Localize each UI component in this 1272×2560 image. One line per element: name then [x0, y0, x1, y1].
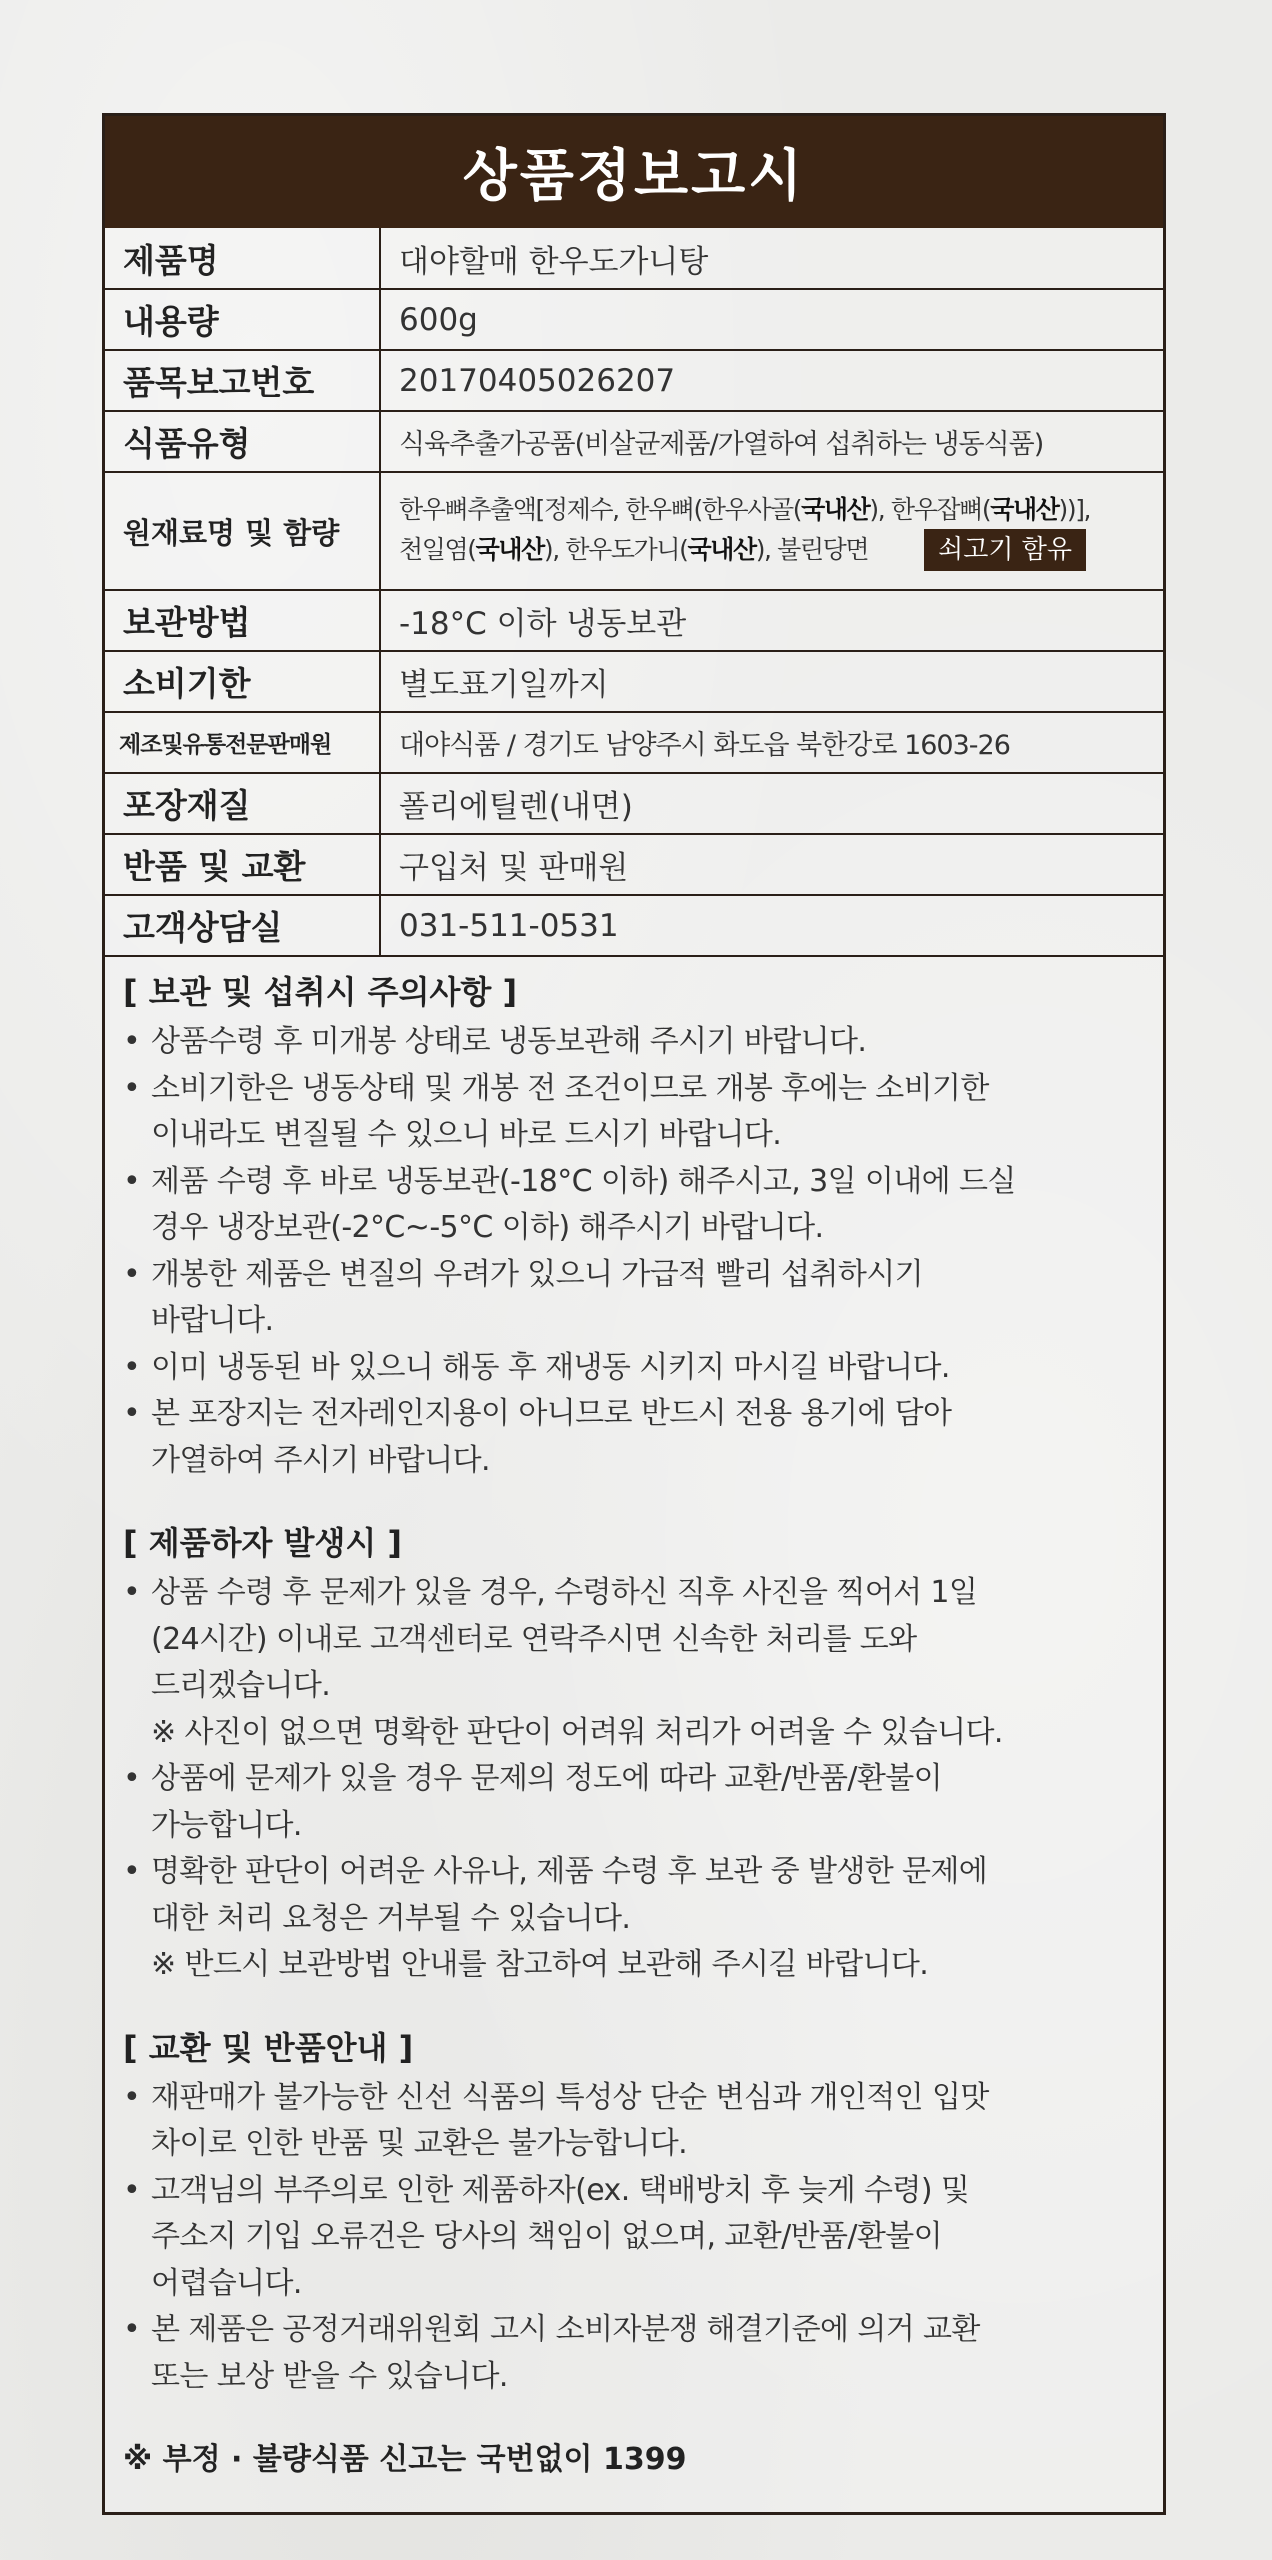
bullet-item: • 재판매가 불가능한 신선 식품의 특성상 단순 변심과 개인적인 입맛 차이로 인한 반품 및 교환은 불가능합니다.: [123, 2079, 989, 2161]
ingredients-value: [380, 472, 1163, 590]
bullet-item: • 상품 수령 후 문제가 있을 경우, 수령하신 직후 사진을 찍어서 1일 (24시간) 이내로 고객센터로 연락주시면 신속한 처리를 도와 드리겠습니다. ※ 사진이 없으면 명확한 판단이 어려워 처리가 어려울 수 있습니다.: [123, 1575, 1003, 1750]
info-value: -18°C 이하 냉동보관: [380, 590, 1163, 651]
bullet-item: • 본 제품은 공정거래위원회 고시 소비자분쟁 해결기준에 의거 교환 또는 보상 받을 수 있습니다.: [123, 2312, 980, 2394]
bullet-item: • 개봉한 제품은 변질의 우려가 있으니 가급적 빨리 섭취하시기 바랍니다.: [123, 1256, 924, 1338]
storage-caution-section: [123, 967, 1145, 1484]
bullet-item: • 이미 냉동된 바 있으니 해동 후 재냉동 시키지 마시길 바랍니다.: [123, 1349, 950, 1385]
bullet-item: • 고객님의 부주의로 인한 제품하자(ex. 택배방치 후 늦게 수령) 및 주소지 기입 오류건은 당사의 책임이 없으며, 교환/반품/환불이 어렵습니다.: [123, 2172, 970, 2301]
info-row-expiry: [105, 651, 1163, 712]
info-label: 제조및유통전문판매원: [105, 712, 380, 773]
bullet-item: • 상품수령 후 미개봉 상태로 냉동보관해 주시기 바랍니다.: [123, 1024, 867, 1059]
info-row-food-type: [105, 411, 1163, 472]
info-row-report-number: [105, 350, 1163, 411]
info-row-volume: [105, 289, 1163, 350]
info-label: 원재료명 및 함량: [105, 472, 380, 590]
info-value: 폴리에틸렌(내면): [380, 773, 1163, 834]
ingredients-line-1: 한우뼈추출액[정제수, 한우뼈(한우사골(국내산), 한우잡뼈(국내산))],: [399, 495, 1091, 524]
info-value: 대야할매 한우도가니탕: [380, 228, 1163, 289]
ingredients-line-2: 천일염(국내산), 한우도가니(국내산), 불린당면 쇠고기 함유: [399, 529, 1163, 571]
info-value: 대야식품 / 경기도 남양주시 화도읍 북한강로 1603-26: [380, 712, 1163, 773]
product-info-table: [105, 228, 1163, 957]
info-label: 보관방법: [105, 590, 380, 651]
notice-title: 상품정보고시: [105, 116, 1163, 228]
bullet-list: [123, 2075, 1145, 2401]
product-info-notice: [102, 113, 1166, 2515]
info-row-returns: [105, 834, 1163, 895]
info-label: 품목보고번호: [105, 350, 380, 411]
info-row-ingredients: [105, 472, 1163, 590]
bullet-list: [123, 1570, 1145, 1989]
section-heading: [ 보관 및 섭취시 주의사항 ]: [123, 973, 518, 1011]
info-value: 031-511-0531: [380, 895, 1163, 956]
bullet-item: • 상품에 문제가 있을 경우 문제의 정도에 따라 교환/반품/환불이 가능합니다.: [123, 1761, 943, 1843]
bullet-item: • 본 포장지는 전자레인지용이 아니므로 반드시 전용 용기에 담아 가열하여 주시기 바랍니다.: [123, 1396, 952, 1478]
bullet-item: • 소비기한은 냉동상태 및 개봉 전 조건이므로 개봉 후에는 소비기한 이내라도 변질될 수 있으니 바로 드시기 바랍니다.: [123, 1070, 989, 1152]
bullet-item: • 제품 수령 후 바로 냉동보관(-18°C 이하) 해주시고, 3일 이내에 드실 경우 냉장보관(-2°C~-5°C 이하) 해주시기 바랍니다.: [123, 1163, 1016, 1245]
notes-area: [105, 957, 1163, 2478]
info-label: 내용량: [105, 289, 380, 350]
info-label: 제품명: [105, 228, 380, 289]
info-value: 600g: [380, 289, 1163, 350]
info-label: 고객상담실: [105, 895, 380, 956]
report-hotline-note: ※ 부정 · 불량식품 신고는 국번없이 1399: [123, 2442, 687, 2477]
section-heading: [ 교환 및 반품안내 ]: [123, 2028, 414, 2067]
defect-section: [123, 1518, 1145, 1989]
bullet-item: • 명확한 판단이 어려운 사유나, 제품 수령 후 보관 중 발생한 문제에 대한 처리 요청은 거부될 수 있습니다. ※ 반드시 보관방법 안내를 참고하여 보관해 주시길 바랍니다.: [123, 1854, 988, 1982]
allergen-badge: 쇠고기 함유: [924, 529, 1086, 571]
info-value: 식육추출가공품(비살균제품/가열하여 섭취하는 냉동식품): [380, 411, 1163, 472]
info-value: 별도표기일까지: [380, 651, 1163, 712]
exchange-return-section: [123, 2023, 1145, 2401]
info-label: 반품 및 교환: [105, 834, 380, 895]
info-value: 20170405026207: [380, 350, 1163, 411]
info-row-product-name: [105, 228, 1163, 289]
info-label: 소비기한: [105, 651, 380, 712]
info-label: 포장재질: [105, 773, 380, 834]
info-label: 식품유형: [105, 411, 380, 472]
info-value: 구입처 및 판매원: [380, 834, 1163, 895]
info-row-customer-service: [105, 895, 1163, 956]
section-heading: [ 제품하자 발생시 ]: [123, 1524, 403, 1562]
info-row-packaging: [105, 773, 1163, 834]
info-row-manufacturer: [105, 712, 1163, 773]
info-row-storage: [105, 590, 1163, 651]
bullet-list: [123, 1019, 1145, 1484]
